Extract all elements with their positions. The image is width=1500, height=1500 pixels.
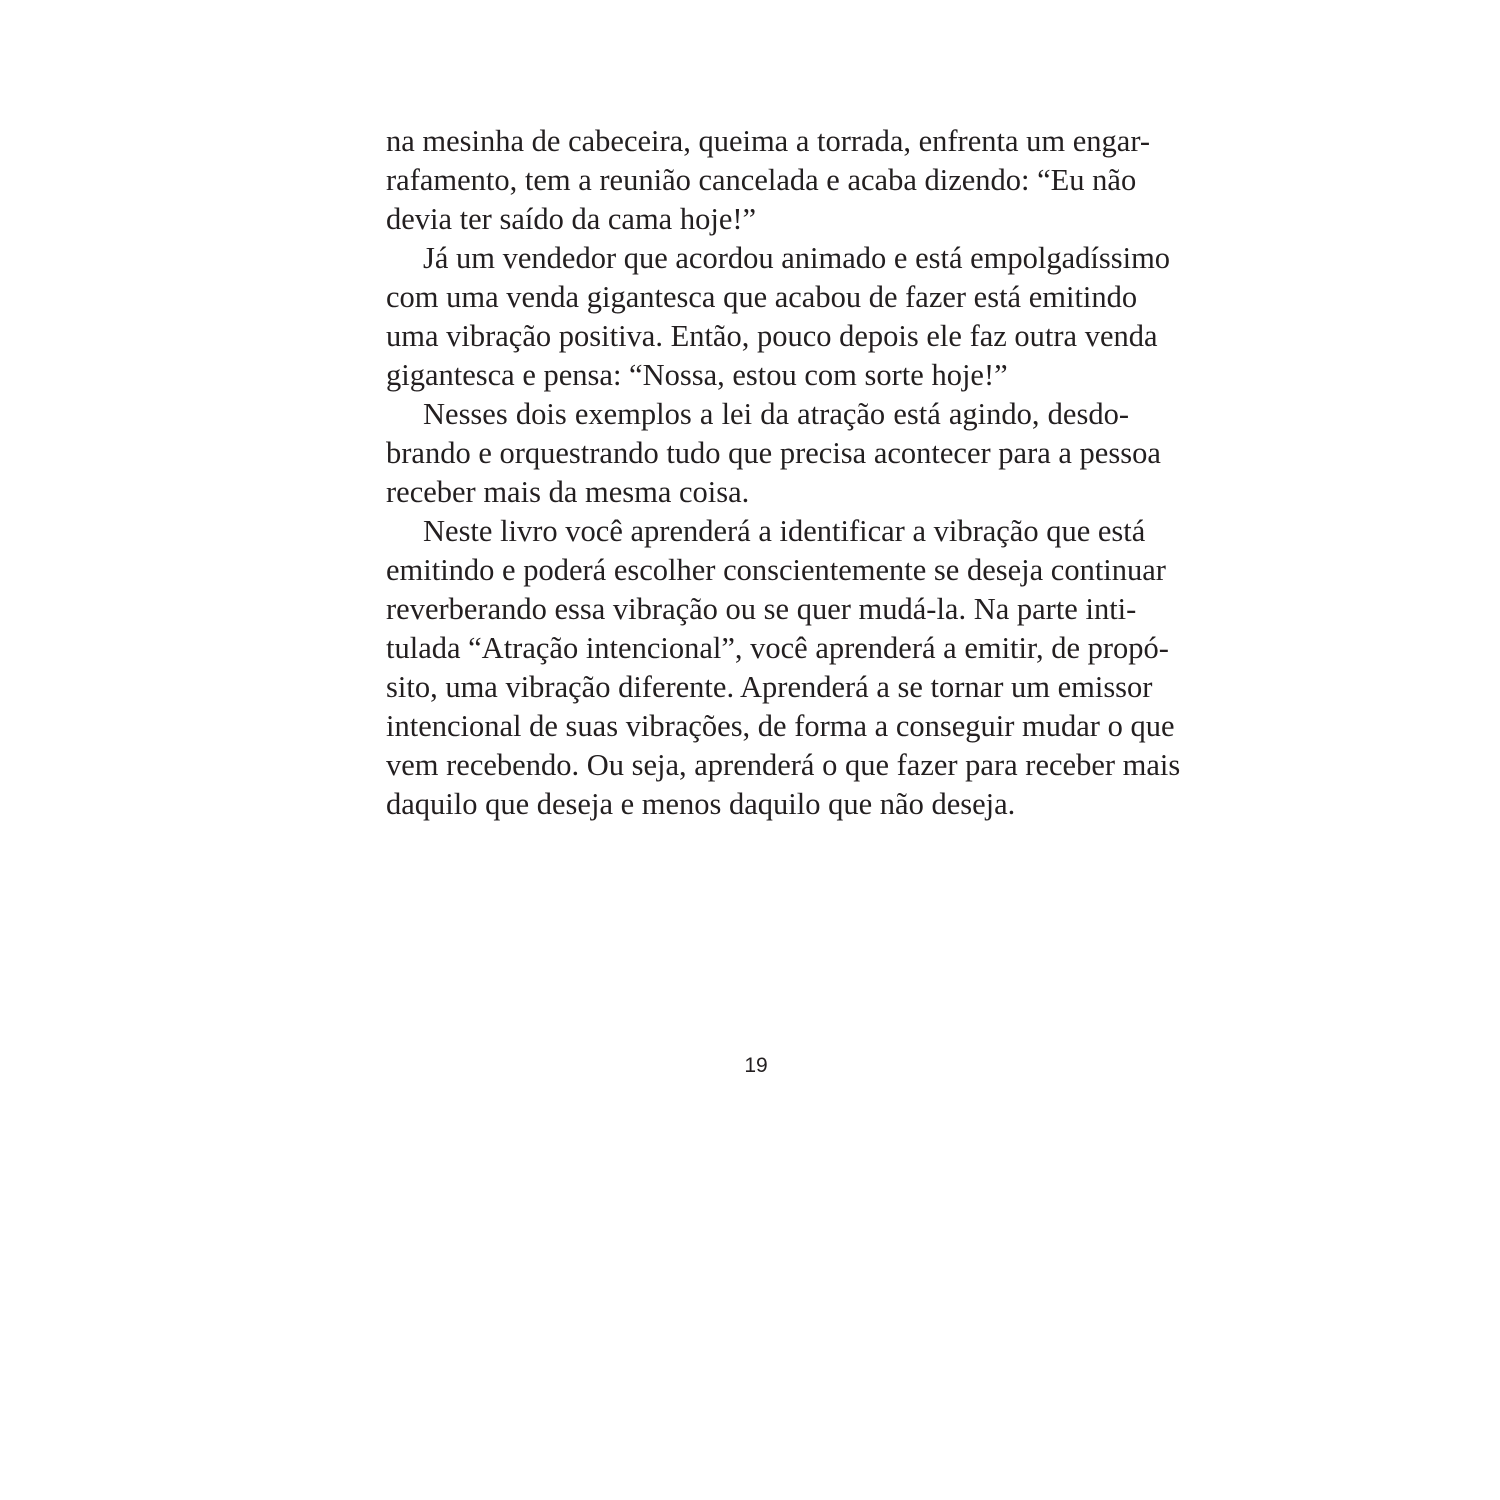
text-line: brando e orquestrando tudo que precisa acontecer para a pessoa xyxy=(386,436,1161,470)
text-line: receber mais da mesma coisa. xyxy=(386,475,750,509)
text-line: Já um vendedor que acordou animado e está empolgadíssimo xyxy=(423,241,1171,275)
text-line: Neste livro você aprenderá a identificar a vibração que está xyxy=(423,514,1146,548)
page-number: 19 xyxy=(744,1054,768,1077)
text-line: reverberando essa vibração ou se quer mudá-la. Na parte inti- xyxy=(386,592,1137,626)
paragraph xyxy=(386,512,1181,824)
text-line: sito, uma vibração diferente. Aprenderá a se tornar um emissor xyxy=(386,670,1153,704)
text-line: devia ter saído da cama hoje!” xyxy=(386,202,757,236)
text-line: emitindo e poderá escolher conscientemente se deseja continuar xyxy=(386,553,1166,587)
paragraph xyxy=(386,395,1161,512)
text-line: Nesses dois exemplos a lei da atração está agindo, desdo- xyxy=(423,397,1129,431)
text-line: tulada “Atração intencional”, você aprenderá a emitir, de propó- xyxy=(386,631,1169,665)
text-line: intencional de suas vibrações, de forma a conseguir mudar o que xyxy=(386,709,1175,743)
text-line: com uma venda gigantesca que acabou de fazer está emitindo xyxy=(386,280,1138,314)
text-line: gigantesca e pensa: “Nossa, estou com sorte hoje!” xyxy=(386,358,1008,392)
text-line: vem recebendo. Ou seja, aprenderá o que fazer para receber mais xyxy=(386,748,1181,782)
body-text xyxy=(386,122,1181,824)
paragraph xyxy=(386,122,1151,239)
paragraph xyxy=(386,239,1171,395)
text-line: rafamento, tem a reunião cancelada e acaba dizendo: “Eu não xyxy=(386,163,1137,197)
text-line: na mesinha de cabeceira, queima a torrada, enfrenta um engar- xyxy=(386,124,1151,158)
text-line: uma vibração positiva. Então, pouco depois ele faz outra venda xyxy=(386,319,1158,353)
text-line: daquilo que deseja e menos daquilo que não deseja. xyxy=(386,787,1016,821)
